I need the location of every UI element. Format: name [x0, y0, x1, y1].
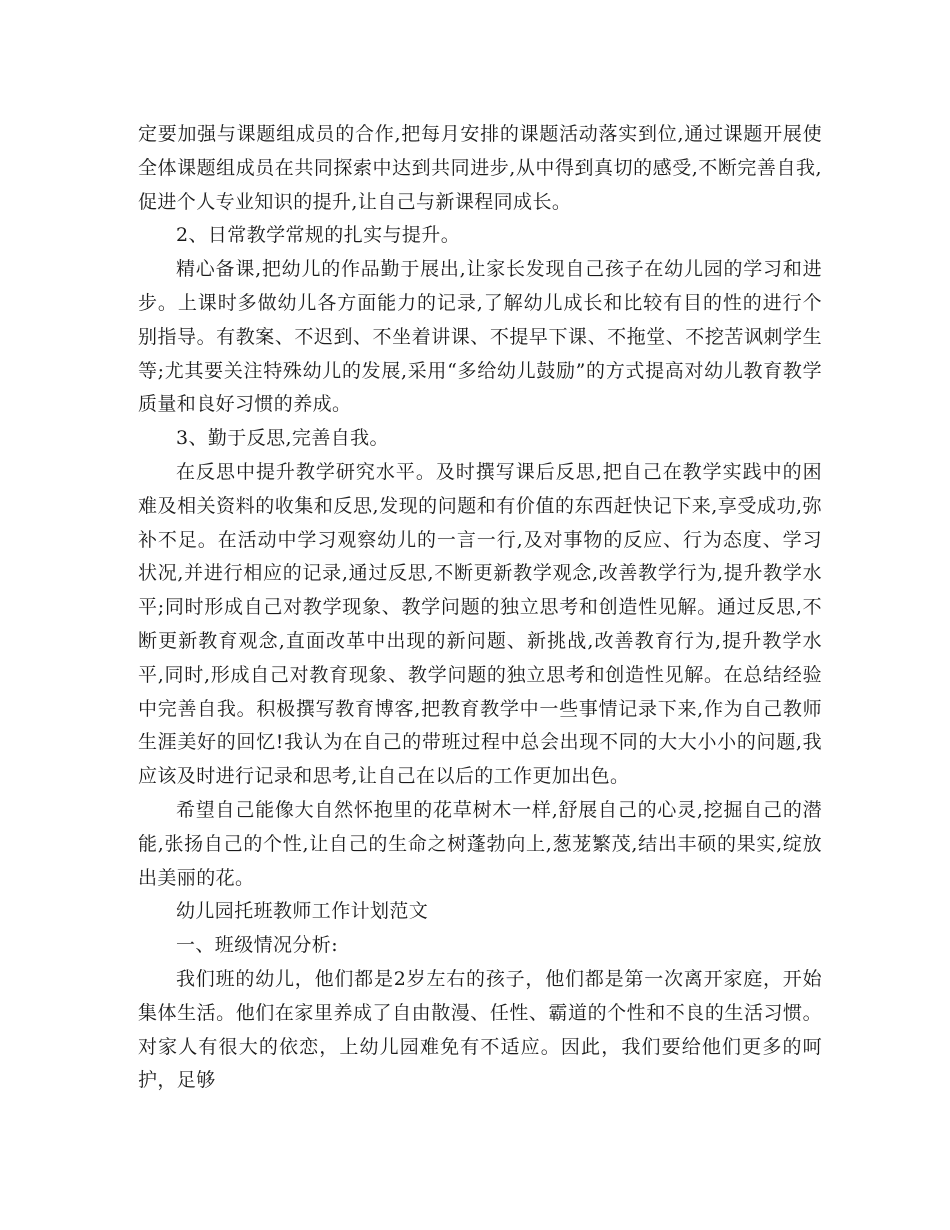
- document-body: [138, 118, 822, 1098]
- paragraph-continuation: 定要加强与课题组成员的合作,把每月安排的课题活动落实到位,通过课题开展使全体课题组成员在共同探索中达到共同进步,从中得到真切的感受,不断完善自我,促进个人专业知识的提升,让自己与新课程同成长。: [138, 123, 822, 213]
- paragraph-lesson-prep: 精心备课,把幼儿的作品勤于展出,让家长发现自己孩子在幼儿园的学习和进步。上课时多做幼儿各方面能力的记录,了解幼儿成长和比较有目的性的进行个别指导。有教案、不迟到、不坐着讲课、不提早下课、不拖堂、不挖苦讽刺学生等;尤其要关注特殊幼儿的发展,采用“多给幼儿鼓励”的方式提高对幼儿教育教学质量和良好习惯的养成。: [138, 258, 822, 416]
- paragraph-class-analysis: 我们班的幼儿，他们都是2岁左右的孩子，他们都是第一次离开家庭，开始集体生活。他们在家里养成了自由散漫、任性、霸道的个性和不良的生活习惯。对家人有很大的依恋，上幼儿园难免有不适应。因此，我们要给他们更多的呵护，足够: [138, 967, 822, 1092]
- section-heading-class-analysis: 一、班级情况分析:: [176, 934, 339, 957]
- paragraph-reflection: 在反思中提升教学研究水平。及时撰写课后反思,把自己在教学实践中的困难及相关资料的收集和反思,发现的问题和有价值的东西赶快记下来,享受成功,弥补不足。在活动中学习观察幼儿的一言一行,及对事物的反应、行为态度、学习状况,并进行相应的记录,通过反思,不断更新教学观念,改善教学行为,提升教学水平;同时形成自己对教学现象、教学问题的独立思考和创造性见解。通过反思,不断更新教育观念,直面改革中出现的新问题、新挑战,改善教育行为,提升教学水平,同时,形成自己对教育现象、教学问题的独立思考和创造性见解。在总结经验中完善自我。积极撰写教育博客,把教育教学中一些事情记录下来,作为自己教师生涯美好的回忆!我认为在自己的带班过程中总会出现不同的大大小小的问题,我应该及时进行记录和思考,让自己在以后的工作更加出色。: [138, 460, 822, 788]
- document-subtitle: 幼儿园托班教师工作计划范文: [176, 900, 429, 923]
- section-heading-reflection: 3、勤于反思,完善自我。: [176, 427, 389, 450]
- section-heading-routine: 2、日常教学常规的扎实与提升。: [176, 224, 461, 247]
- paragraph-hope: 希望自己能像大自然怀抱里的花草树木一样,舒展自己的心灵,挖掘自己的潜能,张扬自己的个性,让自己的生命之树蓬勃向上,葱茏繁茂,结出丰硕的果实,绽放出美丽的花。: [138, 798, 822, 889]
